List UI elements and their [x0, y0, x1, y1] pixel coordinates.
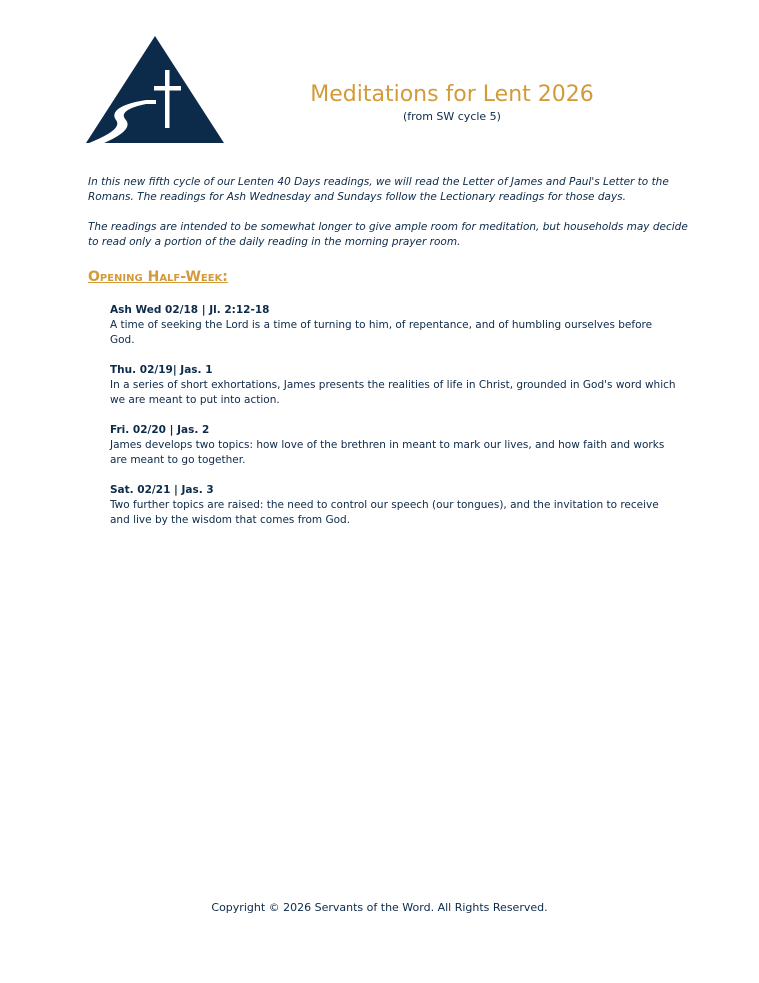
reading-heading: Sat. 02/21 | Jas. 3 [110, 484, 214, 496]
page-subtitle: (from SW cycle 5) [403, 110, 501, 123]
reading-heading: Fri. 02/20 | Jas. 2 [110, 424, 210, 436]
reading-entry [110, 423, 678, 468]
intro-paragraph: The readings are intended to be somewhat longer to give ample room for meditation, but households may decide to read only a portion of the daily reading in the morning prayer room. [88, 221, 688, 248]
reading-description: Two further topics are raised: the need to control our speech (our tongues), and the invitation to receive and live by the wisdom that comes from God. [110, 499, 659, 526]
page-title: Meditations for Lent 2026 [310, 82, 594, 107]
reading-description: A time of seeking the Lord is a time of turning to him, of repentance, and of humbling ourselves before God. [110, 319, 653, 346]
triangle-cross-path-logo-icon [86, 36, 224, 144]
reading-heading: Ash Wed 02/18 | Jl. 2:12-18 [110, 304, 270, 316]
intro [88, 175, 688, 265]
reading-entry [110, 303, 678, 348]
reading-description: James develops two topics: how love of the brethren in meant to mark our lives, and how faith and works are meant to go together. [110, 439, 665, 466]
reading-entry [110, 483, 678, 528]
intro-paragraph: In this new fifth cycle of our Lenten 40 Days readings, we will read the Letter of James and Paul's Letter to the Romans. The readings for Ash Wednesday and Sundays follow the Lectionary readings for those days. [88, 176, 669, 203]
copyright-footer: Copyright © 2026 Servants of the Word. All Rights Reserved. [211, 901, 548, 914]
reading-heading: Thu. 02/19| Jas. 1 [110, 364, 213, 376]
reading-entry [110, 363, 678, 408]
reading-list [110, 303, 678, 543]
header [250, 80, 654, 124]
section-heading: Opening Half-Week: [88, 269, 228, 285]
reading-description: In a series of short exhortations, James presents the realities of life in Christ, grounded in God's word which we are meant to put into action. [110, 379, 676, 406]
